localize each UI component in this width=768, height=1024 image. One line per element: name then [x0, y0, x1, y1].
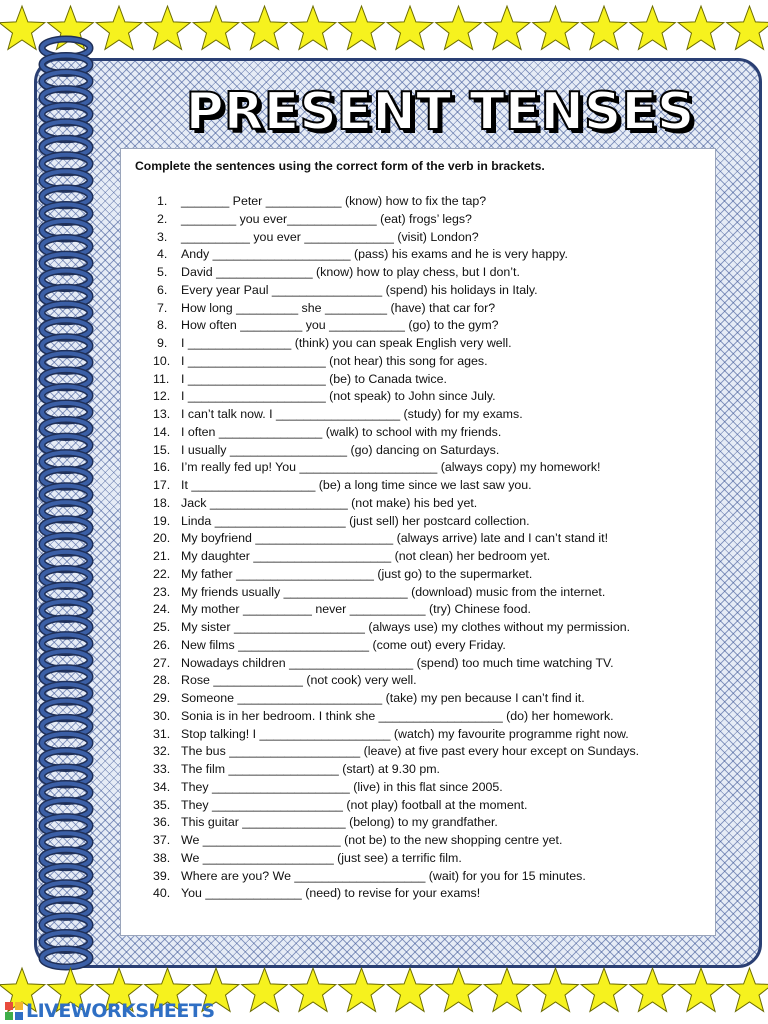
- star-icon: [290, 968, 336, 1011]
- sentence-item: [135, 513, 705, 531]
- sentence-item: [135, 229, 705, 247]
- sentence-item: [135, 814, 705, 832]
- sentence-text: Someone _____________________ (take) my pen because I can’t find it.: [181, 691, 585, 705]
- sentence-item: [135, 246, 705, 264]
- footer-branding: [4, 1000, 215, 1022]
- sentence-item: [135, 743, 705, 761]
- sentence-text: ________ you ever_____________ (eat) frogs’ legs?: [181, 211, 472, 226]
- sentence-item: [135, 371, 705, 389]
- star-icon: [436, 6, 482, 49]
- sentence-text: Nowadays children __________________ (spend) too much time watching TV.: [181, 655, 614, 670]
- star-icon: [193, 6, 239, 49]
- title-area: [120, 82, 760, 148]
- sentence-item: [135, 495, 705, 513]
- sentence-text: I ____________________ (be) to Canada twice.: [181, 371, 447, 386]
- sentence-text: Linda ___________________ (just sell) her postcard collection.: [181, 513, 530, 528]
- star-icon: [242, 6, 288, 49]
- sentence-number: 17.: [153, 478, 171, 492]
- star-icon: [484, 6, 530, 49]
- sentence-text: They ____________________ (live) in this flat since 2005.: [181, 779, 503, 794]
- sentence-text: I usually _________________ (go) dancing on Saturdays.: [181, 442, 500, 457]
- sentence-item: [135, 619, 705, 637]
- sentence-number: 26.: [153, 637, 171, 652]
- sentence-item: [135, 708, 705, 726]
- sentence-item: [135, 672, 705, 690]
- sentence-text: My boyfriend ____________________ (always arrive) late and I can’t stand it!: [181, 531, 609, 546]
- sentence-text: My father ____________________ (just go) to the supermarket.: [181, 566, 533, 581]
- sentence-number: 35.: [153, 797, 171, 812]
- sentence-item: [135, 726, 705, 744]
- sentence-number: 8.: [157, 318, 168, 333]
- sentence-item: [135, 868, 705, 886]
- sentence-text: How long _________ she _________ (have) that car for?: [181, 300, 496, 315]
- sentence-text: I _______________ (think) you can speak English very well.: [181, 336, 512, 350]
- sentence-text: The film ________________ (start) at 9.30 pm.: [181, 762, 440, 776]
- star-icon: [387, 968, 433, 1011]
- star-icon: [533, 968, 579, 1011]
- star-icon: [581, 6, 627, 49]
- sentence-number: 12.: [153, 389, 171, 404]
- sentence-number: 2.: [157, 211, 168, 226]
- sentence-item: [135, 530, 705, 548]
- sentence-number: 20.: [153, 531, 171, 546]
- sentence-text: We ____________________ (not be) to the new shopping centre yet.: [181, 833, 563, 847]
- sentence-number: 27.: [153, 655, 171, 670]
- sentence-item: [135, 655, 705, 673]
- sentence-item: [135, 797, 705, 815]
- star-icon: [678, 6, 724, 49]
- star-icon: [727, 968, 768, 1011]
- sentence-text: My sister ___________________ (always use) my clothes without my permission.: [181, 620, 631, 634]
- sentence-text: I can’t talk now. I __________________ (study) for my exams.: [181, 407, 523, 421]
- sentence-text: I’m really fed up! You ____________________ (always copy) my homework!: [181, 460, 601, 475]
- star-icon: [727, 6, 768, 49]
- sentence-item: [135, 548, 705, 566]
- sentence-item: [135, 317, 705, 335]
- sentence-item: [135, 300, 705, 318]
- sentence-number: 39.: [153, 868, 171, 883]
- sentence-number: 5.: [157, 265, 168, 279]
- sentence-number: 4.: [157, 247, 168, 262]
- sentence-item: [135, 477, 705, 495]
- sentence-number: 1.: [157, 194, 168, 208]
- sentence-text: My mother __________ never ___________ (try) Chinese food.: [181, 602, 531, 617]
- sentence-item: [135, 406, 705, 424]
- liveworksheets-logo-icon: [4, 1001, 24, 1021]
- sentence-number: 3.: [157, 229, 168, 244]
- sentence-number: 6.: [157, 282, 168, 297]
- sentence-text: The bus ___________________ (leave) at five past every hour except on Sundays.: [181, 744, 640, 759]
- sentence-text: You ______________ (need) to revise for your exams!: [181, 886, 481, 901]
- sentence-number: 11.: [153, 371, 170, 386]
- star-icon: [484, 968, 530, 1011]
- sentence-number: 24.: [153, 602, 171, 617]
- sentence-item: [135, 779, 705, 797]
- sentence-text: __________ you ever _____________ (visit) London?: [181, 229, 479, 244]
- sentence-item: [135, 832, 705, 850]
- exercise-panel: [120, 148, 716, 936]
- sentence-text: It __________________ (be) a long time since we last saw you.: [181, 478, 532, 492]
- sentence-item: [135, 388, 705, 406]
- sentence-text: Rose _____________ (not cook) very well.: [181, 673, 417, 688]
- sentence-number: 9.: [157, 336, 168, 350]
- sentence-text: Sonia is in her bedroom. I think she __________________ (do) her homework.: [181, 708, 614, 723]
- sentence-text: I ____________________ (not speak) to John since July.: [181, 389, 496, 404]
- sentence-item: [135, 584, 705, 602]
- sentence-number: 14.: [153, 424, 171, 439]
- sentence-number: 37.: [153, 833, 171, 847]
- sentence-text: My friends usually __________________ (download) music from the internet.: [181, 584, 606, 599]
- star-icon: [339, 968, 385, 1011]
- sentence-item: [135, 690, 705, 708]
- sentence-item: [135, 637, 705, 655]
- spiral-binding: [0, 0, 120, 990]
- sentence-item: [135, 264, 705, 282]
- sentence-text: Where are you? We ___________________ (wait) for you for 15 minutes.: [181, 868, 586, 883]
- page-title: PRESENT TENSES: [185, 82, 695, 142]
- sentence-item: [135, 211, 705, 229]
- sentence-number: 19.: [153, 513, 171, 528]
- sentence-item: [135, 353, 705, 371]
- sentence-number: 31.: [153, 726, 171, 741]
- sentence-item: [135, 566, 705, 584]
- instruction-text: Complete the sentences using the correct form of the verb in brackets.: [135, 159, 545, 173]
- sentence-text: I often _______________ (walk) to school with my friends.: [181, 424, 502, 439]
- sentence-number: 28.: [153, 673, 171, 688]
- sentence-number: 18.: [153, 495, 171, 510]
- star-icon: [630, 968, 676, 1011]
- star-icon: [630, 6, 676, 49]
- sentence-text: How often _________ you ___________ (go) to the gym?: [181, 318, 499, 333]
- star-icon: [145, 6, 191, 49]
- star-icon: [242, 968, 288, 1011]
- sentence-item: [135, 282, 705, 300]
- sentence-text: Stop talking! I ___________________ (watch) my favourite programme right now.: [181, 726, 629, 741]
- sentence-number: 13.: [153, 407, 171, 421]
- sentence-item: [135, 885, 705, 903]
- sentence-text: I ____________________ (not hear) this song for ages.: [181, 353, 488, 368]
- sentence-item: [135, 601, 705, 619]
- sentence-number: 25.: [153, 620, 171, 634]
- sentence-text: My daughter ____________________ (not clean) her bedroom yet.: [181, 549, 551, 563]
- sentence-item: [135, 850, 705, 868]
- sentence-text: _______ Peter ___________ (know) how to fix the tap?: [181, 194, 487, 208]
- sentence-number: 16.: [153, 460, 171, 475]
- sentence-text: Andy ____________________ (pass) his exams and he is very happy.: [181, 247, 568, 262]
- sentence-number: 22.: [153, 566, 171, 581]
- sentence-text: New films ___________________ (come out) every Friday.: [181, 637, 506, 652]
- sentence-item: [135, 193, 705, 211]
- star-icon: [339, 6, 385, 49]
- sentence-item: [135, 424, 705, 442]
- sentence-item: [135, 335, 705, 353]
- sentence-item: [135, 761, 705, 779]
- sentence-number: 29.: [153, 691, 171, 705]
- sentence-number: 30.: [153, 708, 171, 723]
- sentence-number: 33.: [153, 762, 171, 776]
- sentence-text: Jack ____________________ (not make) his bed yet.: [181, 495, 478, 510]
- star-icon: [581, 968, 627, 1011]
- star-icon: [678, 968, 724, 1011]
- sentence-number: 21.: [153, 549, 171, 563]
- brand-name: LIVEWORKSHEETS: [26, 1000, 215, 1022]
- sentence-number: 34.: [153, 779, 171, 794]
- sentence-text: We ___________________ (just see) a terrific film.: [181, 850, 462, 865]
- sentence-number: 15.: [153, 442, 171, 457]
- star-icon: [436, 968, 482, 1011]
- sentence-number: 36.: [153, 815, 171, 830]
- sentence-number: 10.: [153, 353, 171, 368]
- sentence-number: 7.: [157, 300, 168, 315]
- sentence-text: Every year Paul ________________ (spend) his holidays in Italy.: [181, 282, 538, 297]
- star-icon: [387, 6, 433, 49]
- sentence-number: 40.: [153, 886, 171, 901]
- sentence-item: [135, 442, 705, 460]
- sentence-number: 38.: [153, 850, 171, 865]
- star-icon: [290, 6, 336, 49]
- sentence-number: 32.: [153, 744, 171, 759]
- sentence-number: 23.: [153, 584, 171, 599]
- sentence-text: This guitar _______________ (belong) to my grandfather.: [181, 815, 498, 830]
- sentence-text: They ___________________ (not play) football at the moment.: [181, 797, 528, 812]
- sentence-item: [135, 459, 705, 477]
- star-icon: [533, 6, 579, 49]
- sentence-text: David ______________ (know) how to play chess, but I don’t.: [181, 265, 520, 279]
- sentence-list: [135, 193, 705, 903]
